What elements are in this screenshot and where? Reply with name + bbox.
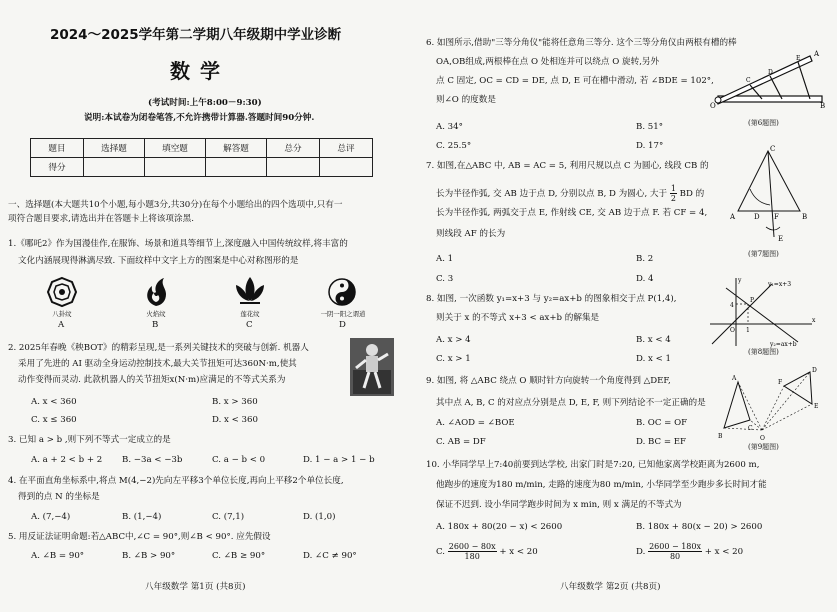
q10-option-c-tail: + x < 20 <box>499 547 538 557</box>
svg-text:D: D <box>812 367 817 374</box>
score-cell: 选择题 <box>84 139 145 158</box>
q8-line1: 8. 如图, 一次函数 y₁=x+3 与 y₂=ax+b 的图象相交于点 P(1,4), <box>426 294 677 304</box>
score-table <box>30 138 373 177</box>
svg-text:B: B <box>718 433 723 440</box>
svg-text:y₂=ax+b: y₂=ax+b <box>770 341 797 348</box>
score-input-cell[interactable] <box>206 158 267 177</box>
q7-line4: 则线段 AF 的长为 <box>436 229 506 239</box>
score-input-cell[interactable] <box>145 158 206 177</box>
q1-line1: 1.《哪吒2》作为国漫佳作,在服饰、场景和道具等细节上,深度融入中国传统纹样,将丰富的 <box>8 239 348 249</box>
yin-yang-pattern-icon <box>326 276 358 308</box>
q5-option-a[interactable]: A. ∠B = 90° <box>31 551 85 561</box>
svg-text:A: A <box>730 213 736 221</box>
exam-time: (考试时间:上午8:00－9:30) <box>148 98 262 108</box>
q10-line1: 10. 小华同学早上7:40前要到达学校, 出家门时是7:20, 已知他家离学校距离为2600 m, <box>426 460 760 470</box>
q10-option-c[interactable] <box>436 542 538 562</box>
q7-option-c[interactable]: C. 3 <box>436 274 454 284</box>
score-cell: 填空题 <box>145 139 206 158</box>
svg-text:E: E <box>778 235 784 243</box>
q6-line1: 6. 如图所示,借助"三等分角仪"能将任意角三等分. 这个三等分角仪由两根有槽的棒 <box>426 38 737 48</box>
svg-text:D: D <box>754 213 760 221</box>
q2-option-a[interactable]: A. x < 360 <box>31 397 77 407</box>
q3-stem: 3. 已知 a > b ,则下列不等式一定成立的是 <box>8 435 171 445</box>
q3-option-a[interactable]: A. a + 2 < b + 2 <box>31 455 103 465</box>
svg-text:x: x <box>812 317 816 324</box>
score-input-cell[interactable] <box>320 158 373 177</box>
q9-line2: 其中点 A, B, C 的对应点分别是点 D, E, F, 则下列结论不一定正确的是 <box>436 398 706 408</box>
svg-text:E: E <box>814 403 819 410</box>
svg-text:1: 1 <box>746 327 750 334</box>
q1-option-c[interactable]: C <box>246 320 253 330</box>
score-cell: 解答题 <box>206 139 267 158</box>
q7-fraction-den: 2 <box>670 194 676 203</box>
q9-option-d[interactable]: D. BC = EF <box>636 437 686 447</box>
q1-option-b[interactable]: B <box>152 320 159 330</box>
svg-text:A: A <box>814 50 820 58</box>
q8-option-c[interactable]: C. x > 1 <box>436 354 471 364</box>
q5-stem: 5. 用反证法证明命题:若△ABC中,∠C = 90°,则∠B < 90°. 应先假设 <box>8 532 271 542</box>
flame-pattern-icon <box>140 276 172 308</box>
q1-caption-a: 八卦纹 <box>52 310 72 318</box>
score-input-cell[interactable] <box>267 158 320 177</box>
svg-text:F: F <box>778 379 783 386</box>
q10-option-d-den: 80 <box>669 552 681 561</box>
q9-figure-caption: (第9题图) <box>748 443 779 451</box>
score-cell: 总评 <box>320 139 373 158</box>
q6-option-c[interactable]: C. 25.5° <box>436 141 472 151</box>
score-cell: 题目 <box>31 139 84 158</box>
q9-option-b[interactable]: B. OC = OF <box>636 418 688 428</box>
bagua-pattern-icon <box>46 276 78 308</box>
q7-fraction-num: 1 <box>670 184 676 193</box>
score-table-row <box>31 158 373 177</box>
q6-option-b[interactable]: B. 51° <box>636 122 664 132</box>
q3-option-c[interactable]: C. a − b < 0 <box>212 455 266 465</box>
q8-figure-caption: (第8题图) <box>748 348 779 356</box>
q8-function-graph <box>708 276 818 348</box>
q4-option-a[interactable]: A. (7,−4) <box>31 512 71 522</box>
section1-line2: 项符合题目要求,请选出并在答题卡上将该项涂黑. <box>8 214 194 224</box>
svg-text:B: B <box>802 213 808 221</box>
q10-option-d-label: D. <box>636 547 646 557</box>
q10-option-c-fraction <box>448 542 497 561</box>
lotus-pattern-icon <box>232 275 268 307</box>
q10-option-b[interactable]: B. 180x + 80(x − 20) > 2600 <box>636 522 763 532</box>
q10-option-d-fraction <box>648 542 702 561</box>
svg-text:C: C <box>746 77 751 84</box>
q6-line2: OA,OB组成,两根棒在点 O 处相连并可以绕点 O 旋转,另外 <box>436 57 660 67</box>
q1-option-a[interactable]: A <box>58 320 65 330</box>
q7-option-d[interactable]: D. 4 <box>636 274 654 284</box>
svg-text:y₁=x+3: y₁=x+3 <box>768 281 792 288</box>
q6-option-a[interactable]: A. 34° <box>436 122 463 132</box>
q10-option-a[interactable]: A. 180x + 80(20 − x) < 2600 <box>436 522 563 532</box>
q7-line2 <box>436 184 704 203</box>
svg-text:C: C <box>770 145 776 153</box>
q8-option-d[interactable]: D. x < 1 <box>636 354 672 364</box>
q6-line4: 则∠O 的度数是 <box>436 95 496 105</box>
q7-line3: 长为半径作弧, 两弧交于点 E, 作射线 CE, 交 AB 边于点 F. 若 CF = 4, <box>436 208 708 218</box>
robot-photo <box>350 338 394 396</box>
q2-option-d[interactable]: D. x < 360 <box>212 415 258 425</box>
svg-text:E: E <box>796 55 801 62</box>
svg-text:C: C <box>748 425 753 432</box>
q4-option-c[interactable]: C. (7,1) <box>212 512 245 522</box>
q1-option-d[interactable]: D <box>339 320 346 330</box>
q4-option-b[interactable]: B. (1,−4) <box>122 512 162 522</box>
q2-line2: 采用了先进的 AI 驱动全身运动控制技术,最大关节扭矩可达360N·m,使其 <box>18 359 297 369</box>
q5-option-b[interactable]: B. ∠B > 90° <box>122 551 176 561</box>
q10-option-c-num: 2600 − 80x <box>448 542 496 551</box>
q10-option-d-num: 2600 − 180x <box>649 542 701 551</box>
page-2 <box>418 0 837 612</box>
svg-text:P: P <box>750 297 755 304</box>
q8-option-a[interactable]: A. x > 4 <box>436 335 471 345</box>
svg-text:F: F <box>774 213 779 221</box>
q6-option-d[interactable]: D. 17° <box>636 141 664 151</box>
svg-text:O: O <box>760 435 765 442</box>
q2-line1: 2. 2025年春晚《秧BOT》的精彩呈现,是一系列关键技术的突破与创新. 机器人 <box>8 343 309 353</box>
score-cell: 总分 <box>267 139 320 158</box>
q7-line1: 7. 如图,在△ABC 中, AB = AC = 5, 利用尺规以点 C 为圆心, 线段 CB 的 <box>426 161 709 171</box>
q9-rotation-figure <box>718 364 822 442</box>
exam-title: 2024～2025学年第二学期八年级期中学业诊断 <box>50 27 342 43</box>
q7-line2-end: BD 的 <box>679 189 705 199</box>
svg-text:B: B <box>820 102 826 110</box>
q8-line2: 则关于 x 的不等式 x+3 < ax+b 的解集是 <box>436 313 600 323</box>
score-cell: 得分 <box>31 158 84 177</box>
q3-option-b[interactable]: B. −3a < −3b <box>122 455 183 465</box>
subject-title: 数学 <box>170 59 230 83</box>
q1-caption-d: 一阴一阳之谓道 <box>320 310 366 318</box>
q6-line3: 点 C 固定, OC = CD = DE, 点 D, E 可在槽中滑动, 若 ∠BDE = 102°, <box>436 76 714 86</box>
q7-figure-caption: (第7题图) <box>748 250 779 258</box>
q3-option-d[interactable]: D. 1 − a > 1 − b <box>303 455 375 465</box>
score-input-cell[interactable] <box>84 158 145 177</box>
q6-figure-caption: (第6题图) <box>748 119 779 127</box>
q5-option-c[interactable]: C. ∠B ≥ 90° <box>212 551 266 561</box>
score-table-header <box>31 139 373 158</box>
svg-text:y: y <box>738 277 742 284</box>
q7-option-a[interactable]: A. 1 <box>436 254 454 264</box>
q6-trisector-figure <box>710 50 828 112</box>
svg-text:O: O <box>710 102 716 110</box>
q4-line2: 得到的点 N 的坐标是 <box>18 492 100 502</box>
q10-option-d-tail: + x < 20 <box>704 547 744 557</box>
q9-line1: 9. 如图, 将 △ABC 绕点 O 顺时针方向旋转一个角度得到 △DEF, <box>426 376 671 386</box>
q4-line1: 4. 在平面直角坐标系中,将点 M(4,−2)先向左平移3个单位长度,再向上平移2个单位长度, <box>8 476 344 486</box>
q10-option-c-label: C. <box>436 547 446 557</box>
q5-option-d[interactable]: D. ∠C ≠ 90° <box>303 551 357 561</box>
q2-line3: 动作变得而灵动. 此款机器人的关节扭矩x(N·m)应满足的不等式关系为 <box>18 375 286 385</box>
q10-option-c-den: 180 <box>464 552 480 561</box>
q7-triangle-figure <box>730 145 820 245</box>
q4-option-d[interactable]: D. (1,0) <box>303 512 336 522</box>
q2-option-c[interactable]: C. x ≤ 360 <box>31 415 77 425</box>
q7-fraction <box>670 184 677 203</box>
svg-text:A: A <box>732 375 737 382</box>
q8-option-b[interactable]: B. x < 4 <box>636 335 671 345</box>
svg-text:D: D <box>768 69 773 76</box>
q7-option-b[interactable]: B. 2 <box>636 254 654 264</box>
q10-line3: 保证不迟到. 设小华同学跑步时间为 x min, 则 x 满足的不等式为 <box>436 500 682 510</box>
q1-caption-b: 火焰纹 <box>146 310 166 318</box>
q1-line2: 文化内涵展现得淋漓尽致. 下面纹样中文字上方的图案是中心对称图形的是 <box>18 256 299 266</box>
q10-line2: 他跑步的速度为180 m/min, 走路的速度为80 m/min, 小华同学至少跑步多长时间才能 <box>436 480 767 490</box>
svg-text:4: 4 <box>730 302 734 309</box>
q1-caption-c: 莲花纹 <box>240 310 260 318</box>
q7-line2-start: 长为半径作弧, 交 AB 边于点 D, 分别以点 B, D 为圆心, 大于 <box>436 189 668 199</box>
q10-option-d[interactable] <box>636 542 743 562</box>
page-1 <box>0 0 412 612</box>
exam-instructions: 说明:本试卷为闭卷笔答,不允许携带计算器.答题时间90分钟. <box>84 113 315 123</box>
page-footer-right: 八年级数学 第2页 (共8页) <box>560 582 661 592</box>
page-footer-left: 八年级数学 第1页 (共8页) <box>145 582 246 592</box>
section1-line1: 一、选择题(本大题共10个小题,每小题3分,共30分)在每个小题给出的四个选项中,只有一 <box>8 200 343 210</box>
q2-option-b[interactable]: B. x > 360 <box>212 397 258 407</box>
q9-option-c[interactable]: C. AB = DF <box>436 437 486 447</box>
svg-text:O: O <box>730 327 735 334</box>
q9-option-a[interactable]: A. ∠AOD = ∠BOE <box>436 418 515 428</box>
